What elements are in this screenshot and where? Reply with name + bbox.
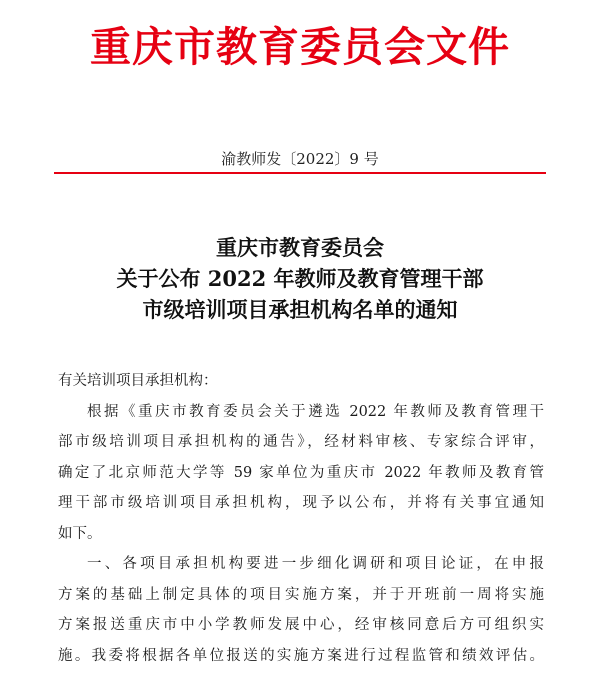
paragraph-line: 施。我委将根据各单位报送的实施方案进行过程监管和绩效评估。 [58,647,544,664]
paragraph-line: 部市级培训项目承担机构的通告》，经材料审核、专家综合评审， [58,434,544,450]
paragraph-line: 方案的基础上制定具体的项目实施方案，并于开班前一周将实施 [58,586,544,603]
paragraph-line: 理干部市级培训项目承担机构，现予以公布，并将有关事宜通知 [58,495,544,511]
addressee: 有关培训项目承担机构： [58,373,218,389]
agency-header-title: 重庆市教育委员会文件 [90,23,510,71]
paragraph-2 [58,549,544,671]
paragraph-line: 根据《重庆市教育委员会关于遴选 2022 年教师及教育管理干 [87,403,544,420]
red-divider-line [54,172,546,174]
paragraph-1 [58,397,544,550]
notice-title-line: 市级培训项目承担机构名单的通知 [142,297,458,322]
document-body [58,366,544,671]
paragraph-line: 确定了北京师范大学等 59 家单位为重庆市 2022 年教师及教育管 [58,464,544,481]
notice-title [0,232,600,325]
document-number: 渝教师发〔2022〕9 号 [221,150,379,168]
notice-title-line: 关于公布 2022 年教师及教育管理干部 [116,266,484,291]
notice-title-line: 重庆市教育委员会 [216,235,384,260]
paragraph-line: 如下。 [58,525,102,542]
paragraph-line: 方案报送重庆市中小学教师发展中心，经审核同意后方可组织实 [58,617,544,633]
paragraph-line: 一、各项目承担机构要进一步细化调研和项目论证，在申报 [87,556,544,572]
